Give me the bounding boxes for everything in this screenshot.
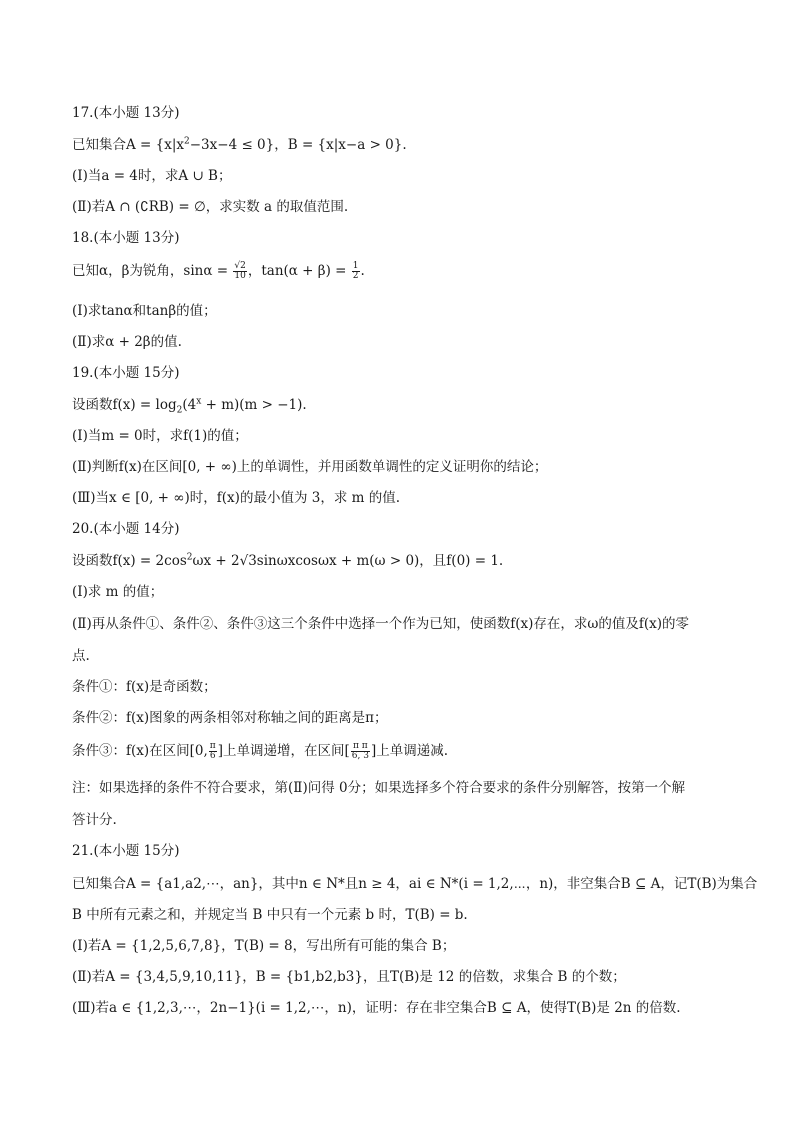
q20-part2-line1: (Ⅱ)再从条件①、条件②、条件③这三个条件中选择一个作为已知，使函数f(x)存在，求ω的值及f(x)的零 bbox=[72, 616, 690, 632]
q21-part3: (Ⅲ)若a ∈ {1,2,3,⋯，2n−1}(i = 1,2,⋯，n)，证明：存在非空集合B ⊆ A，使得T(B)是 2n 的倍数. bbox=[72, 1000, 681, 1016]
q19-stem: 设函数$f(x) = \log_2(4^x + m)(m > -1)$. bbox=[72, 396, 307, 416]
q20-note-line2: 答计分. bbox=[72, 812, 117, 828]
q20-condition-1: 条件①：f(x)是奇函数； bbox=[72, 679, 217, 695]
q19-part2: (Ⅱ)判断f(x)在区间[0, + ∞)上的单调性，并用函数单调性的定义证明你的结论； bbox=[72, 459, 548, 475]
q21-part2: (Ⅱ)若A = {3,4,5,9,10,11}，B = {b1,b2,b3}，且T(B)是 12 的倍数，求集合 B 的个数； bbox=[72, 969, 626, 985]
q21-header: 21.(本小题 15分) bbox=[72, 843, 180, 859]
q18-stem: 已知α，β为锐角，sinα = $\frac{√2}{10}$ ，tan(α + β) = $\frac{1}{2}$ . bbox=[72, 261, 365, 281]
q20-condition-2: 条件②：f(x)图象的两条相邻对称轴之间的距离是π； bbox=[72, 710, 388, 726]
fraction: $\frac{1}{2}$ bbox=[352, 261, 359, 281]
q17-part2: (Ⅱ)若A ∩ (∁RB) = ∅，求实数 a 的取值范围. bbox=[72, 199, 349, 215]
q18-part2: (Ⅱ)求α + 2β的值. bbox=[72, 334, 182, 350]
q21-stem-line1: 已知集合A = {a1,a2,⋯，an}，其中n ∈ N*且n ≥ 4，ai ∈ N*(i = 1,2,⋯，n)，非空集合B ⊆ A，记T(B)为集合 bbox=[72, 876, 758, 892]
q17-stem: 已知集合$A = \{x|x^2-3x-4 \le 0\}$，B = {x|x−a > 0}. bbox=[72, 136, 407, 153]
fraction: $\frac{\text{π π}}{6, 3}$ bbox=[351, 741, 369, 761]
q18-header: 18.(本小题 13分) bbox=[72, 230, 180, 246]
fraction: $\frac{\pi}{6}$ bbox=[209, 741, 216, 761]
q19-part3: (Ⅲ)当x ∈ [0, + ∞)时，f(x)的最小值为 3，求 m 的值. bbox=[72, 490, 400, 506]
fraction: $\frac{√2}{10}$ bbox=[234, 261, 246, 281]
q19-header: 19.(本小题 15分) bbox=[72, 365, 180, 381]
q19-part1: (Ⅰ)当m = 0时，求f(1)的值； bbox=[72, 428, 248, 444]
q20-note-line1: 注：如果选择的条件不符合要求，第(Ⅱ)问得 0分；如果选择多个符合要求的条件分别解答，按第一个解 bbox=[72, 780, 686, 796]
q20-header: 20.(本小题 14分) bbox=[72, 521, 180, 537]
q20-part1: (Ⅰ)求 m 的值； bbox=[72, 584, 164, 600]
q20-part2-line2: 点. bbox=[72, 648, 90, 664]
q21-stem-line2: B 中所有元素之和，并规定当 B 中只有一个元素 b 时，T(B) = b. bbox=[72, 907, 468, 923]
q20-condition-3: 条件③：f(x)在区间[0, $\frac{\pi}{6}$ ]上单调递增，在区间[ $\frac{\text{π π}}{6, 3}$ ]上单调递减. bbox=[72, 741, 449, 761]
q21-part1: (Ⅰ)若A = {1,2,5,6,7,8}，T(B) = 8，写出所有可能的集合 B； bbox=[72, 938, 456, 954]
q17-header: 17.(本小题 13分) bbox=[72, 105, 180, 121]
q18-part1: (Ⅰ)求tanα和tanβ的值； bbox=[72, 303, 217, 319]
q20-stem: 设函数$f(x) = 2\cos^2\omega x + 2√3\sin\omega xcos\omega x + m(\omega > 0)$，且f(0) = 1. bbox=[72, 552, 504, 569]
q17-part1: (Ⅰ)当a = 4时，求A ∪ B； bbox=[72, 168, 232, 184]
